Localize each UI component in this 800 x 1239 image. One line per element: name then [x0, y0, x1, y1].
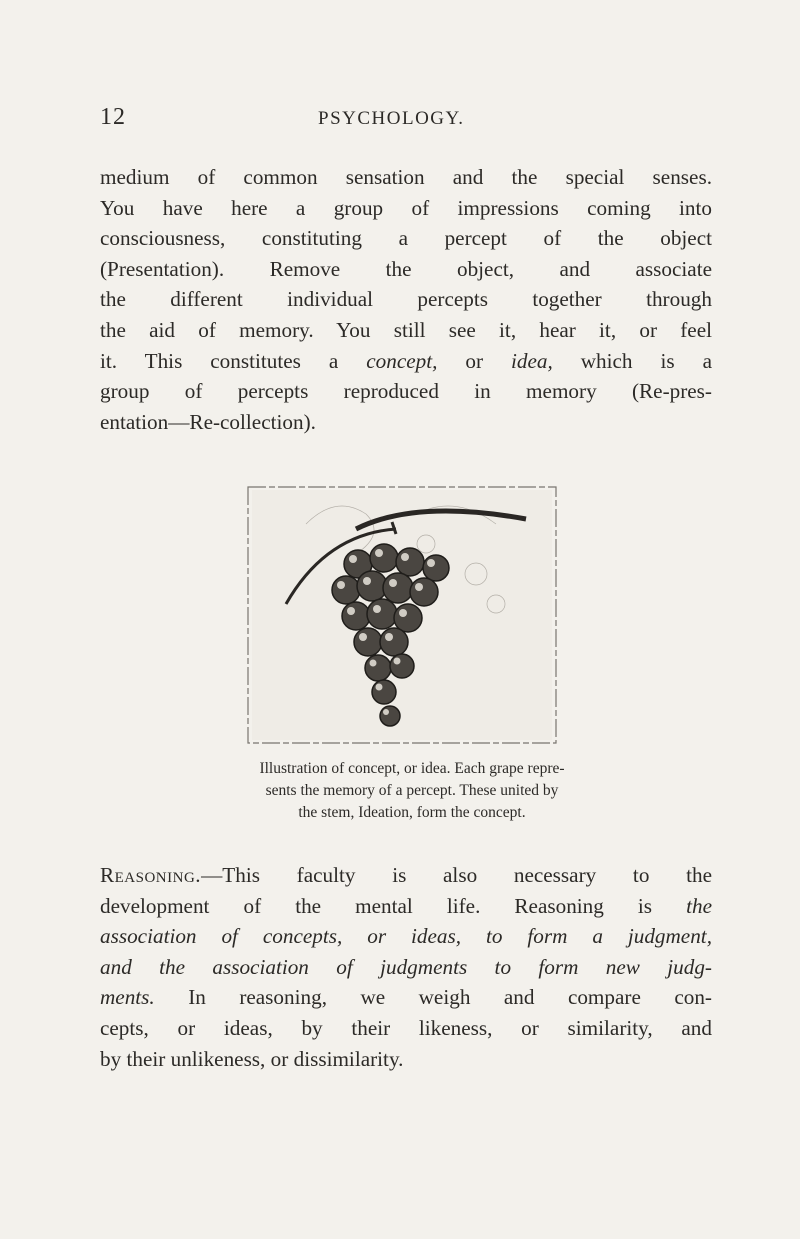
section-heading-reasoning: Reasoning. — [100, 863, 202, 887]
text-line: by their unlikeness, or dissimilarity. — [100, 1046, 404, 1071]
emphasis-definition: and the association of judgments to form new judg- — [100, 954, 712, 979]
text-line: the aid of memory. You still see it, hear it, or feel — [100, 317, 712, 342]
text-line: group of percepts reproduced in memory (Re-pres- — [100, 379, 712, 404]
caption-line: the stem, Ideation, form the concept. — [298, 804, 526, 821]
text-line: (Presentation). Remove the object, and associate — [100, 256, 712, 281]
running-head: PSYCHOLOGY. — [318, 108, 465, 129]
text-line: cepts, or ideas, by their likeness, or similarity, and — [100, 1015, 712, 1040]
text-line — [100, 346, 712, 377]
text-line: the different individual percepts together through — [100, 287, 712, 312]
page-number: 12 — [100, 104, 126, 130]
text-line: entation—Re-collection). — [100, 409, 316, 434]
text-line: You have here a group of impressions coming into — [100, 195, 712, 220]
text-line — [100, 982, 712, 1013]
grape-cluster-image — [246, 484, 558, 746]
text-line — [100, 952, 712, 983]
text-run: —This faculty is also necessary to the — [201, 863, 712, 887]
text-run: In reasoning, we weigh and compare con- — [154, 985, 712, 1010]
emphasis-definition: association of concepts, or ideas, to form a judgment, — [100, 924, 712, 949]
caption-line: sents the memory of a percept. These united by — [265, 782, 559, 799]
text-run: or — [437, 348, 511, 373]
grape-illustration — [246, 484, 558, 746]
text-line — [100, 891, 712, 922]
text-line — [100, 860, 712, 891]
text-line: medium of common sensation and the special senses. — [100, 165, 712, 189]
emphasis-definition: ments. — [100, 985, 155, 1010]
figure-caption — [150, 758, 674, 824]
text-run: it. This constitutes a — [100, 348, 367, 373]
emphasis-idea: idea, — [511, 348, 553, 373]
text-run: development of the mental life. Reasoning is — [100, 893, 687, 918]
text-run: which is a — [552, 348, 712, 373]
emphasis-concept: concept, — [366, 348, 438, 373]
emphasis-definition: the — [686, 893, 712, 918]
paragraph-reasoning — [100, 860, 712, 1074]
paragraph-concept — [100, 162, 712, 437]
caption-line: Illustration of concept, or idea. Each grape repre- — [259, 760, 565, 777]
text-line — [100, 921, 712, 952]
text-line: consciousness, constituting a percept of the object — [100, 226, 712, 251]
